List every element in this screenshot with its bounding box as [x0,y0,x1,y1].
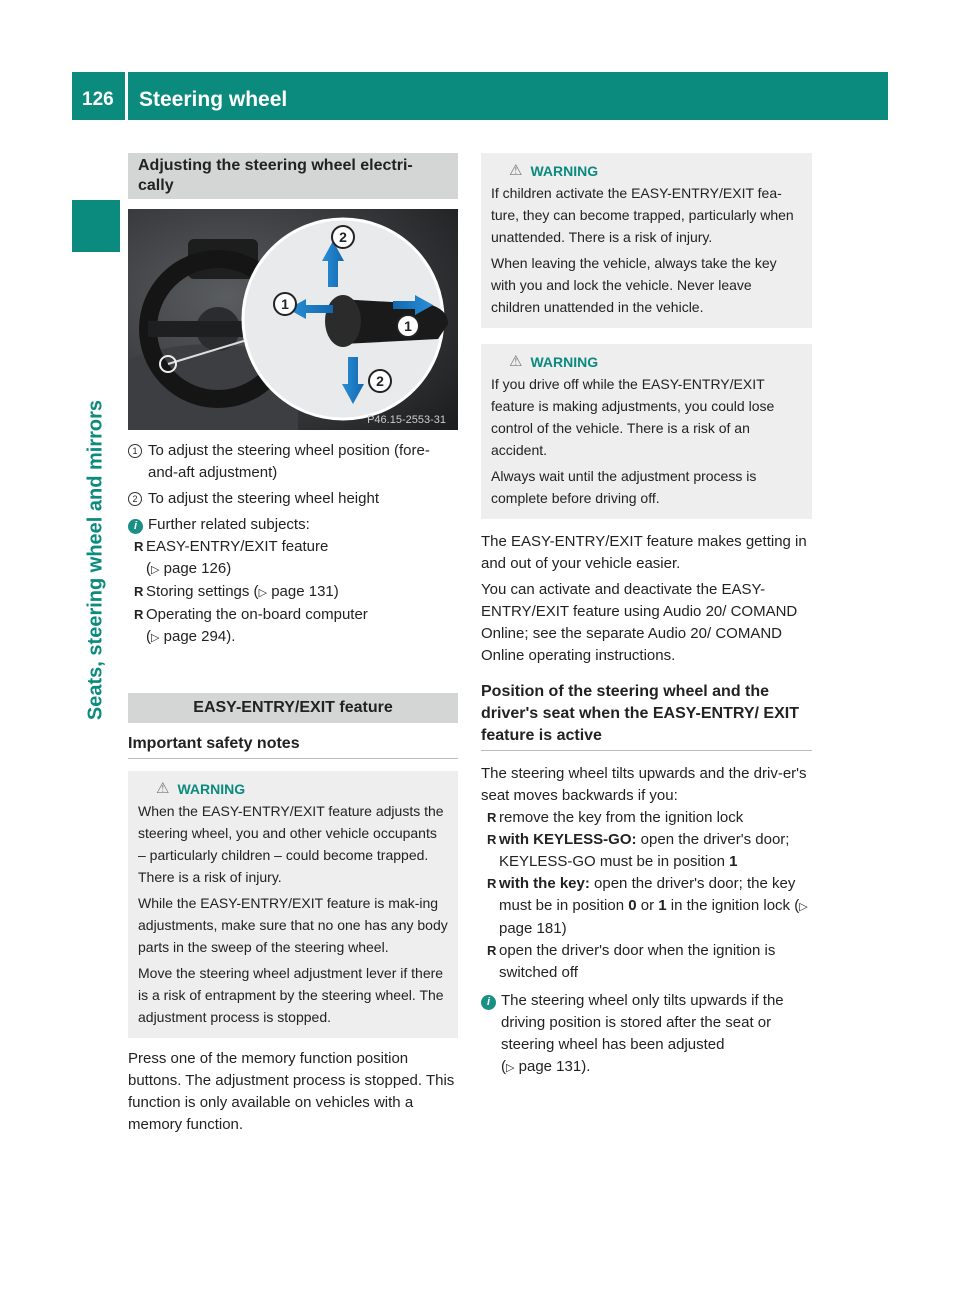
warning-label: WARNING [530,354,599,370]
header-divider [125,72,128,120]
related-item-3: R Operating the on-board computer (▷ page 294). [134,606,368,645]
warning-text: When leaving the vehicle, always take the key with you and lock the vehicle. Never leave children unattended in the vehicle. [491,255,777,315]
body-paragraph: The EASY-ENTRY/EXIT feature makes getting in and out of your vehicle easier. [481,533,807,572]
condition-item: R open the driver's door when the ignition is switched off [487,942,776,981]
warning-box-1 [128,771,458,1038]
page-ref-arrow-icon: ▷ [151,632,160,644]
warning-text: Move the steering wheel adjustment lever if there is a risk of entrapment by the steering wheel. The adjustment process is stopped. [138,965,444,1025]
page-number: 126 [82,89,114,110]
related-list [128,536,458,649]
related-item-1: R EASY-ENTRY/EXIT feature (▷ page 126) [134,538,329,577]
info-note [128,514,458,536]
legend-item-2 [128,488,458,510]
warning-text: When the EASY-ENTRY/EXIT feature adjusts the steering wheel, you and other vehicle occupants – particularly children – could become trapped. There is a risk of injury. [138,803,444,885]
condition-item: R with the key: open the driver's door; the key must be in position 0 or 1 in the ignition lock (▷ page 181) [487,875,808,937]
page-ref-arrow-icon: ▷ [799,901,808,913]
page-title: Steering wheel [139,88,288,111]
legend-num-1: 1 [128,444,142,458]
condition-item: R with KEYLESS-GO: open the driver's door; KEYLESS-GO must be in position 1 [487,831,790,870]
page-ref-arrow-icon: ▷ [506,1062,515,1074]
page-ref-arrow-icon: ▷ [151,564,160,576]
image-code: P46.15-2553-31 [367,414,446,426]
side-tab [72,200,120,252]
warning-box-3 [481,344,812,519]
steering-wheel-photo [128,209,458,430]
legend-item-1 [128,440,458,484]
warning-triangle-icon: ⚠ [509,162,523,179]
warning-label: WARNING [177,781,246,797]
body-paragraph: Press one of the memory function position buttons. The adjustment process is stopped. This function is only available on vehicles with a memory function. [128,1050,455,1133]
page-link[interactable]: page 126 [163,560,227,577]
side-chapter-label: Seats, steering wheel and mirrors [84,399,107,721]
legend-text-1: To adjust the steering wheel position (fore-and-aft adjustment) [148,442,430,481]
left-column [128,153,458,1136]
page-link[interactable]: page 131 [271,583,334,600]
warning-box-2 [481,153,812,328]
right-column [481,153,812,1079]
warning-label: WARNING [530,163,599,179]
legend-num-2: 2 [128,492,142,506]
callout-1-right: 1 [404,318,412,334]
warning-triangle-icon: ⚠ [156,780,170,797]
subhead-position: Position of the steering wheel and the driver's seat when the EASY-ENTRY/ EXIT feature is active [481,681,812,751]
body-paragraph: The steering wheel tilts upwards and the driv-er's seat moves backwards if you: [481,765,807,804]
info-label: Further related subjects: [148,516,310,533]
subhead-safety-notes: Important safety notes [128,733,458,759]
legend-list [128,440,458,510]
info-icon: i [481,995,496,1010]
condition-item: R remove the key from the ignition lock [487,809,744,826]
section-title-electric: Adjusting the steering wheel electri- cally [128,153,458,199]
warning-text: Always wait until the adjustment process is complete before driving off. [491,468,757,506]
section-title-easy-entry: EASY-ENTRY/EXIT feature [128,693,458,723]
conditions-list [481,807,812,984]
body-paragraph: You can activate and deactivate the EASY-ENTRY/EXIT feature using Audio 20/ COMAND Online; see the separate Audio 20/ COMAND Online operating instructions. [481,581,798,664]
related-item-2: R Storing settings (▷ page 131) [134,583,339,600]
warning-text: If you drive off while the EASY-ENTRY/EXIT feature is making adjustments, you could lose control of the vehicle. There is a risk of an accident. [491,376,775,458]
callout-2-bottom: 2 [376,373,384,389]
info-icon: i [128,519,143,534]
legend-text-2: To adjust the steering wheel height [148,490,379,507]
page-link[interactable]: page 181 [499,920,562,937]
page-ref-arrow-icon: ▷ [258,587,268,599]
warning-text: While the EASY-ENTRY/EXIT feature is mak-ing adjustments, make sure that no one has any body parts in the sweep of the steering wheel. [138,895,448,955]
warning-triangle-icon: ⚠ [509,353,523,370]
page-link[interactable]: page 131 [518,1058,582,1075]
callout-1-left: 1 [281,296,289,312]
steering-wheel-illustration [128,209,458,430]
warning-text: If children activate the EASY-ENTRY/EXIT fea-ture, they can become trapped, particularly when unattended. There is a risk of injury. [491,185,794,245]
page-link[interactable]: page 294 [163,628,227,645]
callout-2-top: 2 [339,229,347,245]
info-note: i The steering wheel only tilts upwards if the driving position is stored after the seat or steering wheel has been adjusted (▷ page 131). [481,990,812,1079]
